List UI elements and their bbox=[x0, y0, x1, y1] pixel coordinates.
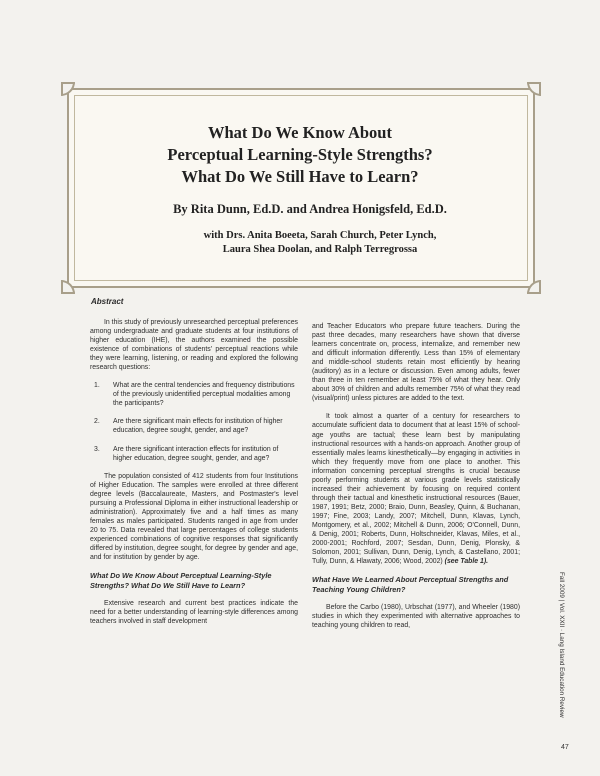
question-text: What are the central tendencies and frequency distributions of the previously unidentified perceptual modalities among the participants? bbox=[113, 382, 295, 408]
right-column bbox=[312, 322, 520, 639]
question-text: Are there significant main effects for institution of higher education, degree sought, gender, and age? bbox=[113, 418, 283, 435]
running-head: Fall 2009 | Vol. XXII · Lang Island Education Review bbox=[558, 572, 565, 718]
frame-corner bbox=[527, 280, 541, 294]
body-paragraph: and Teacher Educators who prepare future teachers. During the past three decades, many researchers have shown that diverse learners concentrate on, process, internalize, and remember new and difficult information differently. Less than 15% of elementary and middle-school students retain most efficiently by hearing (auditory) as in a lecture or discussion. Even among adults, fewer than three in ten remember at least 75% of what they hear. Only about 30% of children and adults remember 75% of what they read (visual/print) unless pictures are added to the text. bbox=[312, 323, 520, 403]
body-paragraph: Before the Carbo (1980), Urbschat (1977), and Wheeler (1980) studies in which they experimented with alternative approaches to teaching young children to read, bbox=[312, 604, 520, 630]
population-paragraph: The population consisted of 412 students from four Institutions of Higher Education. The samples were enrolled at three different degree levels (Baccalaureate, Masters, and Postmaster's level pursuing a Professional Diploma in either instructional leadership or administration). Approximately five and a half times as many females as males participated. Students ranged in age from under 20 to 75. Data revealed that large percentages of college students experienced combinations of cognitive responses that significantly differed by institution, degree sought, for degree by gender and age, and for institution by gender by age. bbox=[90, 472, 298, 562]
question-text: Are there significant interaction effects for institution of higher education, degree sought, gender, and age? bbox=[113, 445, 279, 462]
abstract-heading: Abstract bbox=[91, 297, 124, 306]
research-question bbox=[90, 417, 298, 435]
article-title bbox=[0, 122, 600, 188]
frame-corner bbox=[61, 280, 75, 294]
research-question bbox=[90, 445, 298, 463]
coauthors-line: Laura Shea Doolan, and Ralph Terregrossa bbox=[222, 244, 418, 255]
title-line: Perceptual Learning-Style Strengths? bbox=[167, 145, 433, 164]
left-column bbox=[90, 318, 298, 635]
title-line: What Do We Still Have to Learn? bbox=[181, 167, 419, 186]
paragraph-text: It took almost a quarter of a century for researchers to accumulate sufficient data to document that at least 15% of school-age youths are tactual; these learn best by manipulating instructional resources with a hands-on approach. Another group of essentially males learns kinesthetically—by engaging in activities in which they frequently move from one place to another. This information concerning perceptual strengths is crucial because poorly performing students at various grade levels statistically increased their achievement by focusing on required content through their tactual and kinesthetic instructional resources (Bauer, 1987, 1991; Betz, 2000; Braio, Dunn, Beasley, Quinn, & Buchanan, 1997; Fine, 2003; Landy, 2007; Mitchell, Dunn, Klavas, Lynch, Montgomery, et al., 2002; Mitchell & Dunn, 2006; O'Connell, Dunn, & Denig, 2001; Roberts, Dunn, Holtschneider, Klavas, Miles, et al., 2000-2001; Rochford, 2007; Sesdan, Dunn, Denig, Plonsky, & Solomon, 2001; Sullivan, Dunn, Denig, Lynch, & Castellano, 2001; Tully, Dunn, & Hlawaty, 2006; Wood, 2002) bbox=[312, 413, 520, 566]
title-frame bbox=[67, 88, 535, 288]
abstract-intro: In this study of previously unresearched perceptual preferences among undergraduate and graduate students at four institutions of higher education (IHE), the authors examined the possible existence of combinations of students' perceptual reactions while they were learning, listening, or reading and explored the following research questions: bbox=[90, 319, 298, 372]
section-heading: What Do We Know About Perceptual Learning-Style Strengths? What Do We Still Have to Learn? bbox=[90, 571, 272, 590]
frame-corner bbox=[61, 82, 75, 96]
article-coauthors bbox=[0, 229, 600, 257]
article-authors: By Rita Dunn, Ed.D. and Andrea Honigsfeld, Ed.D. bbox=[173, 202, 447, 216]
title-line: What Do We Know About bbox=[208, 123, 392, 142]
research-question bbox=[90, 381, 298, 408]
question-number: 2. bbox=[94, 418, 100, 426]
question-number: 1. bbox=[94, 382, 100, 390]
research-questions bbox=[90, 381, 298, 462]
frame-corner bbox=[527, 82, 541, 96]
page-number: 47 bbox=[561, 744, 569, 751]
body-paragraph: Extensive research and current best practices indicate the need for a better understanding of learning-style differences among teachers involved in staff development bbox=[90, 600, 298, 626]
table-reference: (see Table 1). bbox=[444, 558, 489, 566]
coauthors-line: with Drs. Anita Boeeta, Sarah Church, Peter Lynch, bbox=[203, 230, 437, 241]
section-heading: What Have We Learned About Perceptual Strengths and Teaching Young Children? bbox=[312, 575, 509, 594]
body-paragraph bbox=[312, 412, 520, 566]
question-number: 3. bbox=[94, 445, 100, 453]
